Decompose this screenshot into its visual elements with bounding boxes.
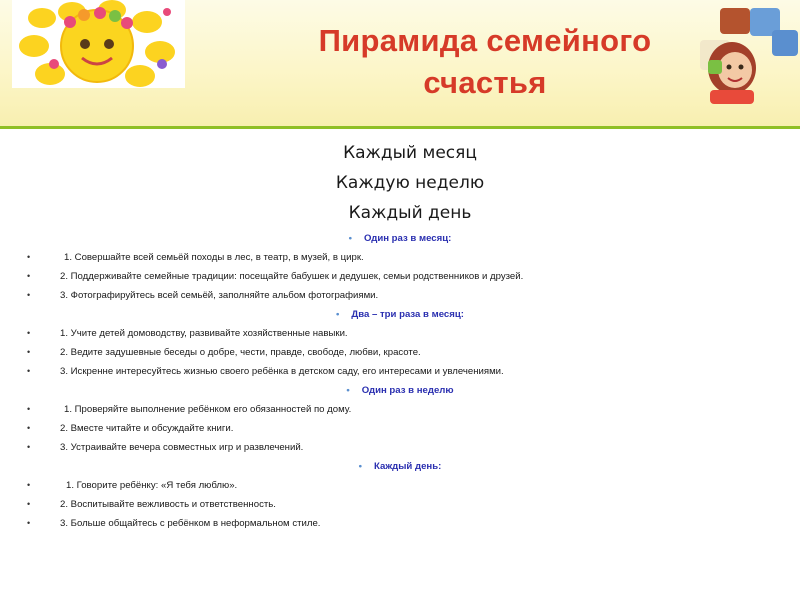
list-item: • 2. Ведите задушевные беседы о добре, чести, правде, свободе, любви, красоте. bbox=[0, 343, 800, 362]
bullet-icon: • bbox=[27, 480, 31, 490]
advice-list bbox=[0, 229, 800, 533]
section-heading: • Каждый день: bbox=[358, 461, 442, 472]
bullet-icon: • bbox=[358, 461, 363, 472]
title-line-2: счастья bbox=[423, 65, 547, 100]
section-heading: • Один раз в неделю bbox=[346, 385, 454, 396]
bullet-icon: • bbox=[27, 328, 31, 338]
list-item: • 3. Фотографируйтесь всей семьёй, заполняйте альбом фотографиями. bbox=[0, 286, 800, 305]
bullet-icon: • bbox=[27, 404, 31, 414]
list-item: • 3. Больше общайтесь с ребёнком в неформальном стиле. bbox=[0, 514, 800, 533]
sun-eye-right bbox=[104, 39, 114, 49]
list-item: • 1. Учите детей домоводству, развивайте хозяйственные навыки. bbox=[0, 324, 800, 343]
bullet-icon: • bbox=[27, 290, 31, 300]
header-divider bbox=[0, 126, 800, 129]
section-heading: • Один раз в месяц: bbox=[348, 233, 452, 244]
frequency-summary bbox=[250, 138, 570, 228]
bullet-icon: • bbox=[27, 518, 31, 528]
summary-line: Каждую неделю bbox=[335, 173, 485, 193]
bullet-icon: • bbox=[27, 347, 31, 357]
sun-eye-left bbox=[80, 39, 90, 49]
summary-line: Каждый день bbox=[348, 203, 472, 223]
list-item: • 2. Воспитывайте вежливость и ответственность. bbox=[0, 495, 800, 514]
list-item: • 1. Совершайте всей семьёй походы в лес, в театр, в музей, в цирк. bbox=[0, 248, 800, 267]
sun-flower-logo bbox=[12, 0, 185, 88]
list-item: • 2. Поддерживайте семейные традиции: посещайте бабушек и дедушек, семьи родственников и друзей. bbox=[0, 267, 800, 286]
list-item: • 3. Искренне интересуйтесь жизнью своего ребёнка в детском саду, его интересами и увлечениями. bbox=[0, 362, 800, 381]
list-item: • 3. Устраивайте вечера совместных игр и развлечений. bbox=[0, 438, 800, 457]
section-heading: • Два – три раза в месяц: bbox=[336, 309, 464, 320]
bullet-icon: • bbox=[348, 233, 353, 244]
title-line-1: Пирамида семейного bbox=[318, 23, 652, 58]
bullet-icon: • bbox=[27, 271, 31, 281]
bullet-icon: • bbox=[336, 309, 340, 320]
bullet-icon: • bbox=[27, 499, 31, 509]
bullet-icon: • bbox=[346, 385, 350, 396]
list-item: • 1. Говорите ребёнку: «Я тебя люблю». bbox=[0, 476, 800, 495]
list-item: • 1. Проверяйте выполнение ребёнком его обязанностей по дому. bbox=[0, 400, 800, 419]
bullet-icon: • bbox=[27, 442, 31, 452]
page-title bbox=[230, 20, 740, 104]
list-item: • 2. Вместе читайте и обсуждайте книги. bbox=[0, 419, 800, 438]
bullet-icon: • bbox=[27, 252, 31, 262]
bullet-icon: • bbox=[27, 423, 31, 433]
summary-line: Каждый месяц bbox=[343, 143, 477, 163]
bullet-icon: • bbox=[27, 366, 31, 376]
